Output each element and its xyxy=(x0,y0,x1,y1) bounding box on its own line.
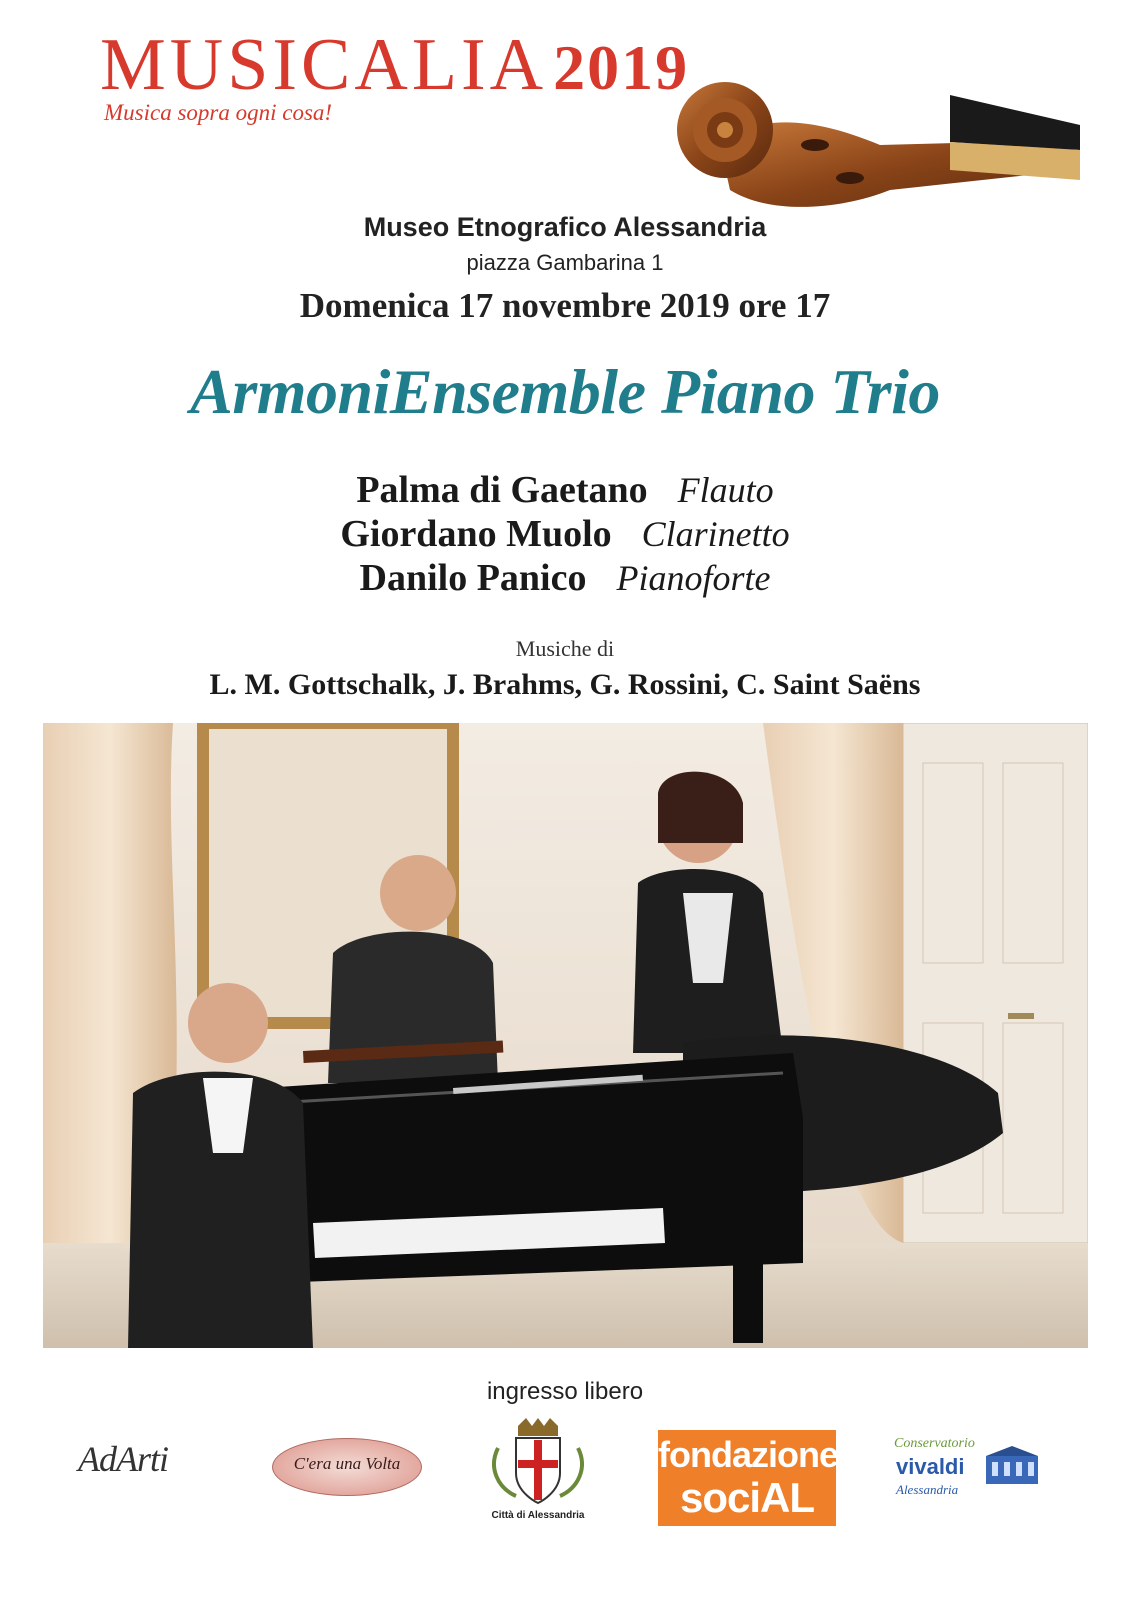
citta-di-alessandria-caption: Città di Alessandria xyxy=(491,1510,585,1521)
festival-title xyxy=(100,24,690,106)
vivaldi-line1: Conservatorio xyxy=(894,1436,975,1451)
ensemble-name: ArmoniEnsemble Piano Trio xyxy=(190,356,940,427)
fondazione-social-logo xyxy=(658,1430,836,1526)
building-icon xyxy=(984,1446,1040,1486)
adarti-logo xyxy=(78,1432,188,1492)
performer-row xyxy=(0,512,1130,556)
venue-name: Museo Etnografico Alessandria xyxy=(363,212,767,242)
vivaldi-line2: vivaldi xyxy=(896,1454,965,1479)
venue-address: piazza Gambarina 1 xyxy=(466,250,664,275)
fondazione-line2: sociAL xyxy=(679,1474,815,1521)
composers-list: L. M. Gottschalk, J. Brahms, G. Rossini, C. Saint Saëns xyxy=(209,668,921,701)
performer-name: Danilo Panico xyxy=(359,557,587,599)
event-date: Domenica 17 novembre 2019 ore 17 xyxy=(299,286,831,325)
city-coat-of-arms-icon xyxy=(488,1418,588,1508)
program-label: Musiche di xyxy=(515,636,615,661)
performer-name: Palma di Gaetano xyxy=(356,469,648,511)
adarti-logo-text: AdArti xyxy=(78,1439,168,1479)
festival-title-text: MUSICALIA xyxy=(100,24,548,106)
performer-row xyxy=(0,468,1130,512)
trio-with-grand-piano-photo xyxy=(43,723,1088,1348)
cera-una-volta-text: C'era una Volta xyxy=(293,1454,401,1473)
performer-instrument: Pianoforte xyxy=(616,558,771,598)
performer-name: Giordano Muolo xyxy=(340,513,612,555)
vivaldi-line3: Alessandria xyxy=(896,1482,959,1497)
conservatorio-vivaldi-logo xyxy=(892,1436,1042,1516)
performer-row xyxy=(0,556,1130,600)
festival-year: 2019 xyxy=(553,32,690,103)
performer-instrument: Flauto xyxy=(677,470,774,510)
performer-instrument: Clarinetto xyxy=(641,514,790,554)
festival-tagline: Musica sopra ogni cosa! xyxy=(104,100,333,125)
citta-di-alessandria-logo xyxy=(488,1418,588,1528)
violin-scroll-image xyxy=(650,50,1090,225)
fondazione-line1: fondazione xyxy=(658,1434,838,1475)
cera-una-volta-logo xyxy=(272,1432,422,1498)
entry-note: ingresso libero xyxy=(486,1378,644,1405)
